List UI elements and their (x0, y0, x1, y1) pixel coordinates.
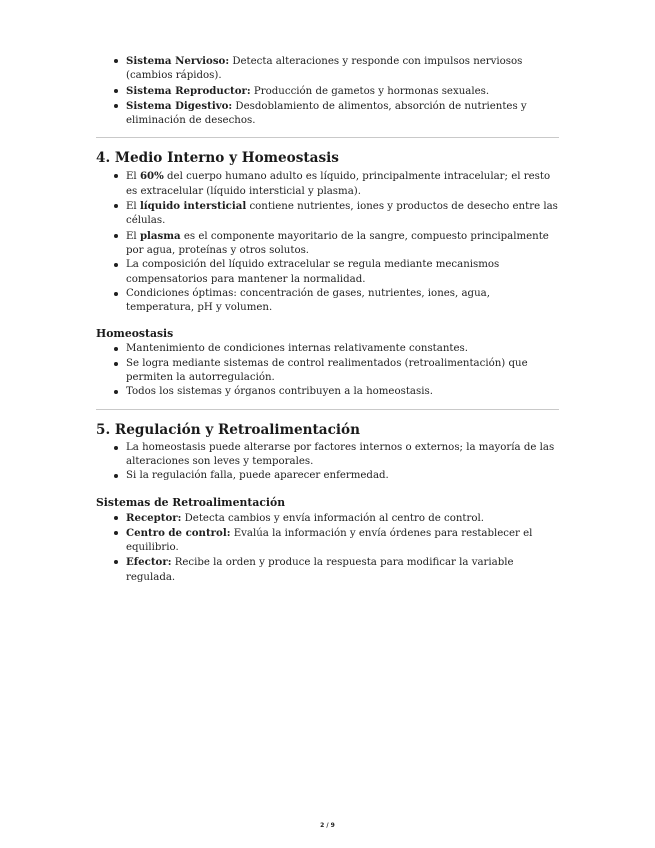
list-item (126, 229, 559, 259)
list-item (126, 199, 559, 229)
item-text: Detecta cambios y envía información al centro de control. (181, 512, 484, 524)
list-item (126, 169, 559, 199)
page-content (96, 54, 559, 585)
item-text: El (126, 171, 140, 183)
item-term: Sistema Nervioso: (126, 55, 230, 67)
list-item (126, 99, 559, 129)
section-heading: 4. Medio Interno y Homeostasis (96, 150, 339, 167)
list-item (126, 84, 559, 99)
item-text: El (126, 230, 140, 242)
item-term: Centro de control: (126, 526, 231, 539)
feedback-list (96, 511, 559, 585)
item-text: es el componente mayoritario de la sangre, compuesto principalmente por agua, proteínas y otros solutos. (126, 230, 549, 256)
list-item: Todos los sistemas y órganos contribuyen a la homeostasis. (126, 385, 559, 399)
section-divider (96, 137, 559, 138)
item-text: Recibe la orden y produce la respuesta para modificar la variable regulada. (126, 557, 514, 583)
subsection-heading: Homeostasis (96, 327, 174, 341)
list-item: La homeostasis puede alterarse por factores internos o externos; la mayoría de las alteraciones son leves y temporales. (126, 441, 559, 470)
list-item (126, 526, 559, 556)
systems-list (96, 54, 559, 128)
item-text: del cuerpo humano adulto es líquido, principalmente intracelular; el resto es extracelular (líquido intersticial y plasma). (126, 171, 551, 197)
list-item: Mantenimiento de condiciones internas relativamente constantes. (126, 342, 559, 356)
item-term: Efector: (126, 556, 172, 569)
item-term: líquido intersticial (139, 200, 247, 213)
item-term: Sistema Reproductor: (126, 84, 251, 97)
list-item (126, 258, 559, 287)
item-text: Producción de gametos y hormonas sexuales. (250, 85, 490, 97)
item-text: Detecta alteraciones y responde con impulsos nerviosos (cambios rápidos). (126, 56, 523, 82)
list-item (126, 287, 559, 316)
item-term: 60% (139, 170, 164, 183)
list-item: Si la regulación falla, puede aparecer enfermedad. (126, 469, 559, 483)
section-heading: 5. Regulación y Retroalimentación (96, 421, 360, 438)
list-item: Se logra mediante sistemas de control realimentados (retroalimentación) que permiten la autorregulación. (126, 357, 559, 386)
page-number: 2 / 9 (320, 822, 335, 829)
section-5-list (96, 441, 559, 484)
item-text: La composición del líquido extracelular se regula mediante mecanismos compensatorios para mantener la normalidad. (126, 259, 500, 285)
item-term: plasma (139, 229, 181, 242)
list-item (126, 54, 559, 84)
item-term: Sistema Digestivo: (126, 99, 233, 112)
list-item (126, 555, 559, 585)
section-divider (96, 409, 559, 410)
item-text: El (126, 201, 140, 213)
list-item (126, 511, 559, 526)
subsection-heading: Sistemas de Retroalimentación (96, 495, 286, 509)
item-text: Condiciones óptimas: concentración de gases, nutrientes, iones, agua, temperatura, pH y volumen. (126, 287, 490, 314)
item-term: Receptor: (126, 511, 182, 524)
item-text: Desdoblamiento de alimentos, absorción de nutrientes y eliminación de desechos. (126, 100, 527, 127)
section-4-list (96, 169, 559, 315)
homeostasis-list (96, 342, 559, 399)
item-text: contiene nutrientes, iones y productos de desecho entre las células. (126, 201, 558, 227)
item-text: Evalúa la información y envía órdenes para restablecer el equilibrio. (126, 527, 533, 554)
